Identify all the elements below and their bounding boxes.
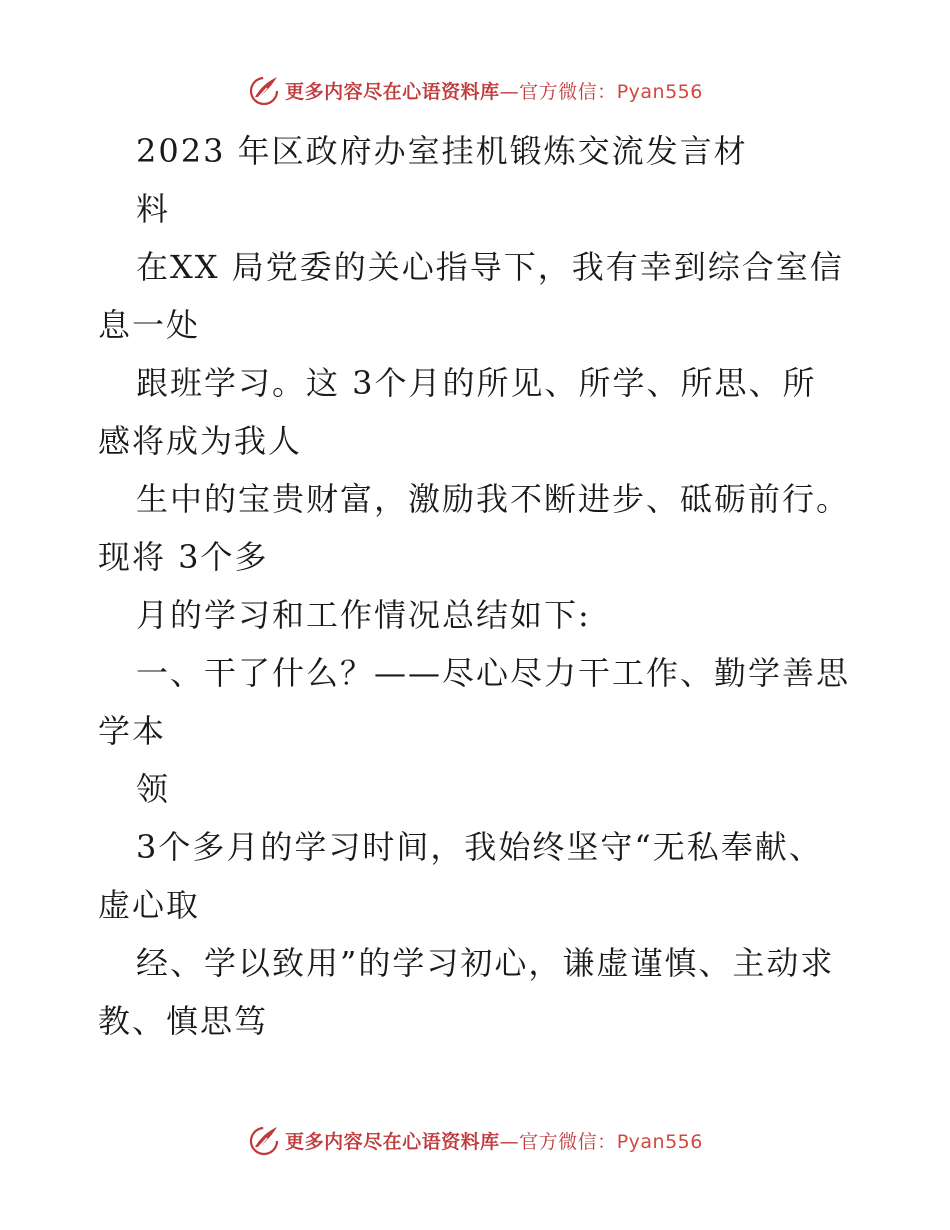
quill-pen-logo-icon bbox=[247, 73, 281, 107]
banner-main-text: 更多内容尽在心语资料库 bbox=[285, 80, 500, 103]
doc-line: 经、学以致用”的学习初心，谦虚谨慎、主动求 bbox=[136, 944, 835, 982]
doc-line: 感将成为我人 bbox=[98, 422, 303, 460]
banner-wechat-id: Pyan556 bbox=[616, 1130, 703, 1153]
doc-line: 教、慎思笃 bbox=[98, 1002, 269, 1040]
doc-line: 领 bbox=[136, 770, 171, 808]
doc-line: 跟班学习。这 3个月的所见、所学、所思、所 bbox=[136, 364, 817, 402]
doc-line: 息一处 bbox=[98, 306, 201, 344]
banner-text bbox=[285, 1127, 703, 1154]
banner-wechat-label: 官方微信： bbox=[519, 80, 617, 103]
doc-line: 料 bbox=[136, 190, 171, 228]
doc-line: 虚心取 bbox=[98, 886, 201, 924]
banner-text bbox=[285, 77, 703, 104]
quill-pen-logo-icon bbox=[247, 1123, 281, 1157]
banner-separator: — bbox=[499, 1130, 520, 1153]
banner-separator: — bbox=[499, 80, 520, 103]
banner-wechat-id: Pyan556 bbox=[616, 80, 703, 103]
header-banner bbox=[0, 70, 950, 110]
banner-wechat-label: 官方微信： bbox=[519, 1130, 617, 1153]
doc-line: 一、干了什么？——尽心尽力干工作、勤学善思 bbox=[136, 654, 851, 692]
doc-line: 在XX 局党委的关心指导下，我有幸到综合室信 bbox=[136, 248, 844, 286]
doc-line: 2023 年区政府办室挂机锻炼交流发言材 bbox=[136, 132, 748, 170]
doc-line: 月的学习和工作情况总结如下: bbox=[136, 596, 591, 634]
doc-line: 现将 3个多 bbox=[98, 538, 269, 576]
doc-line: 3个多月的学习时间，我始终坚守“无私奉献、 bbox=[136, 828, 823, 866]
document-body bbox=[98, 122, 858, 1050]
banner-main-text: 更多内容尽在心语资料库 bbox=[285, 1130, 500, 1153]
doc-line: 生中的宝贵财富，激励我不断进步、砥砺前行。 bbox=[136, 480, 851, 518]
footer-banner bbox=[0, 1120, 950, 1160]
doc-line: 学本 bbox=[98, 712, 167, 750]
